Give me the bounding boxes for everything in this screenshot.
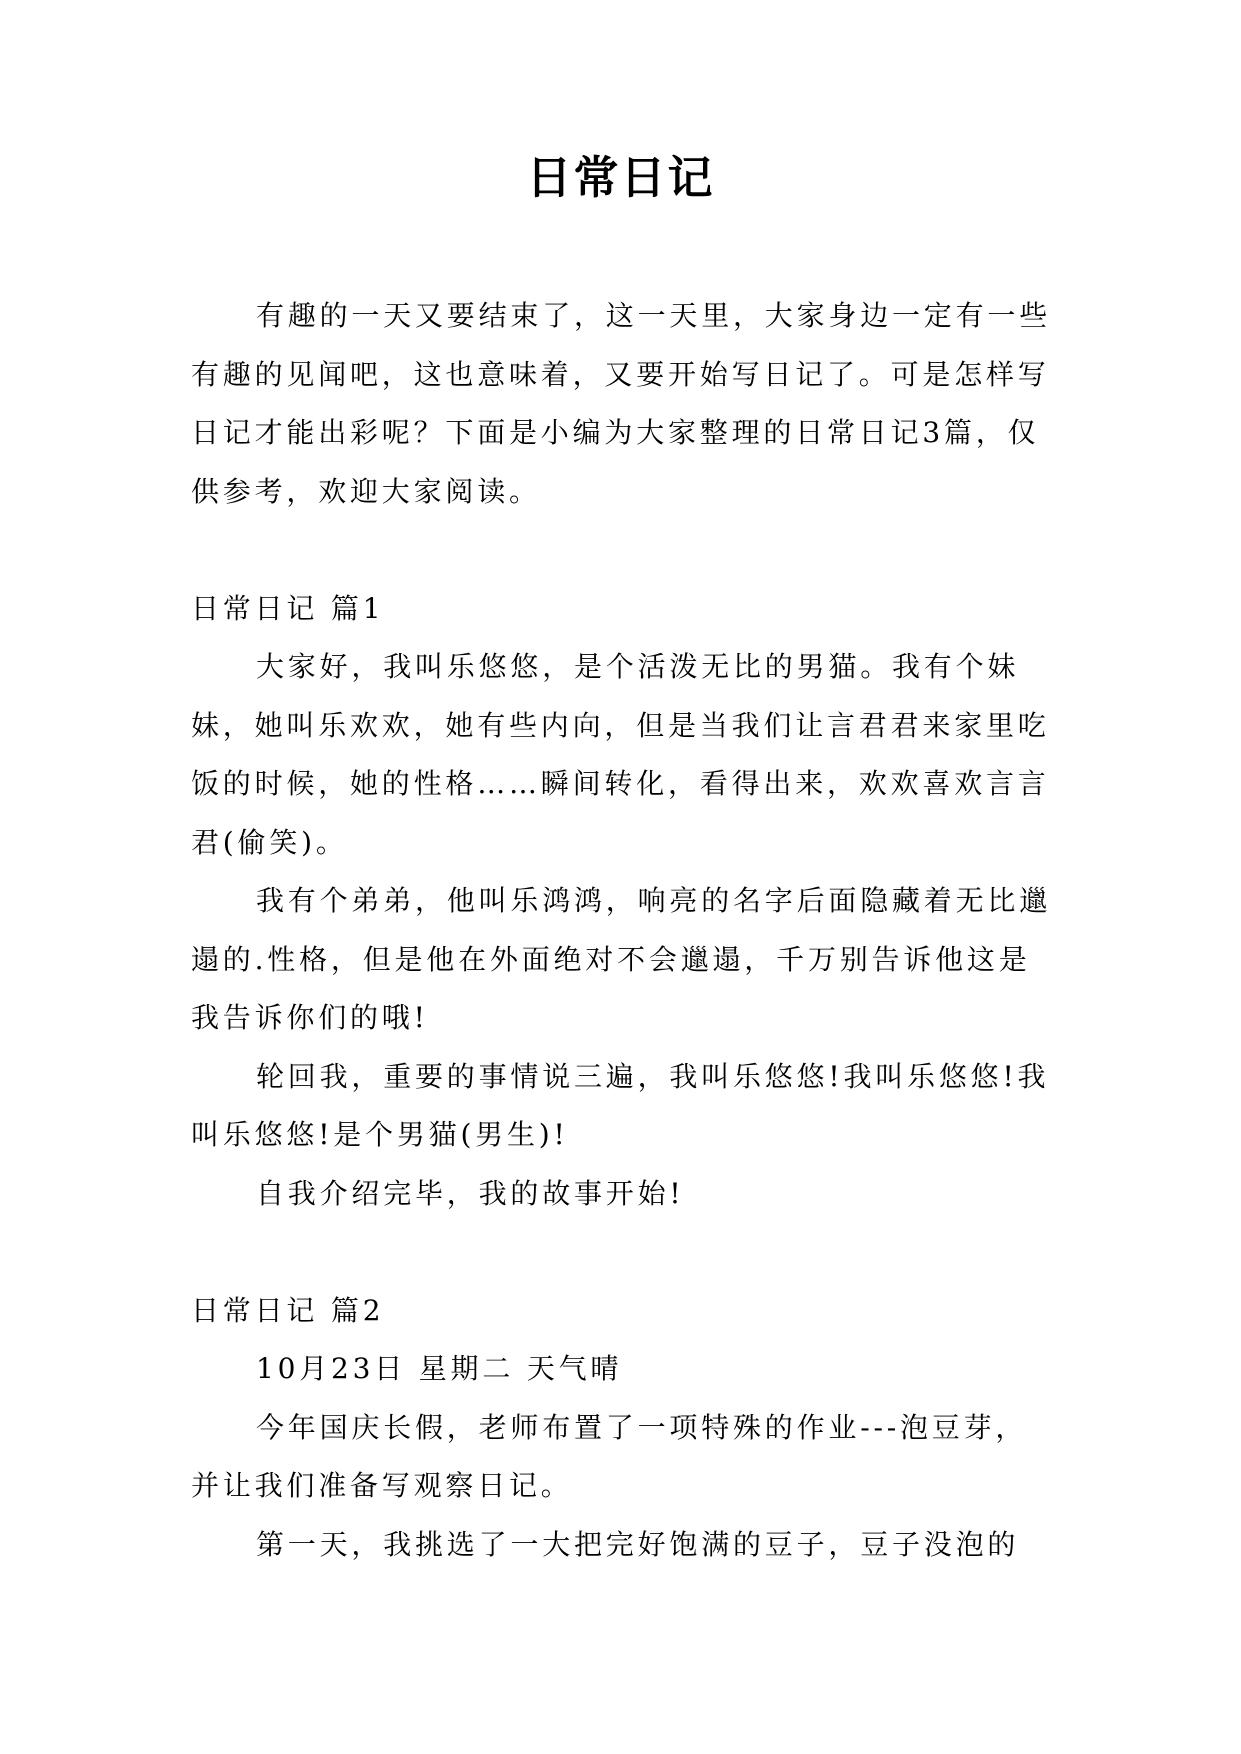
section2-date-line: 10月23日 星期二 天气晴 [256,1352,623,1385]
section-heading-2: 日常日记 篇2 [191,1293,385,1327]
intro-paragraph: 有趣的一天又要结束了，这一天里，大家身边一定有一些有趣的见闻吧，这也意味着，又要开始写日记了。可是怎样写日记才能出彩呢？下面是小编为大家整理的日常日记3篇，仅供参考，欢迎大家阅读。 [191,299,1052,508]
section2-paragraph-2: 第一天，我挑选了一大把完好饱满的豆子，豆子没泡的 [256,1527,1020,1561]
document-body [191,287,1051,1574]
section-spacer [191,521,1051,580]
section1-paragraph-1: 大家好，我叫乐悠悠，是个活泼无比的男猫。我有个妹妹，她叫乐欢欢，她有些内向，但是当我们让言君君来家里吃饭的时候，她的性格……瞬间转化，看得出来，欢欢喜欢言言君(偷笑)。 [191,650,1050,859]
document-title: 日常日记 [526,151,715,204]
section1-paragraph-2: 我有个弟弟，他叫乐鸿鸿，响亮的名字后面隐藏着无比邋遢的.性格，但是他在外面绝对不会邋遢，千万别告诉他这是我告诉你们的哦! [191,884,1052,1034]
section1-paragraph-4: 自我介绍完毕，我的故事开始! [256,1176,685,1210]
section1-paragraph-3: 轮回我，重要的事情说三遍，我叫乐悠悠!我叫乐悠悠!我叫乐悠悠!是个男猫(男生)! [191,1059,1050,1151]
section2-paragraph-1: 今年国庆长假，老师布置了一项特殊的作业---泡豆芽，并让我们准备写观察日记。 [191,1410,1028,1502]
section-spacer [191,1223,1051,1282]
section-heading-1: 日常日记 篇1 [191,591,385,625]
